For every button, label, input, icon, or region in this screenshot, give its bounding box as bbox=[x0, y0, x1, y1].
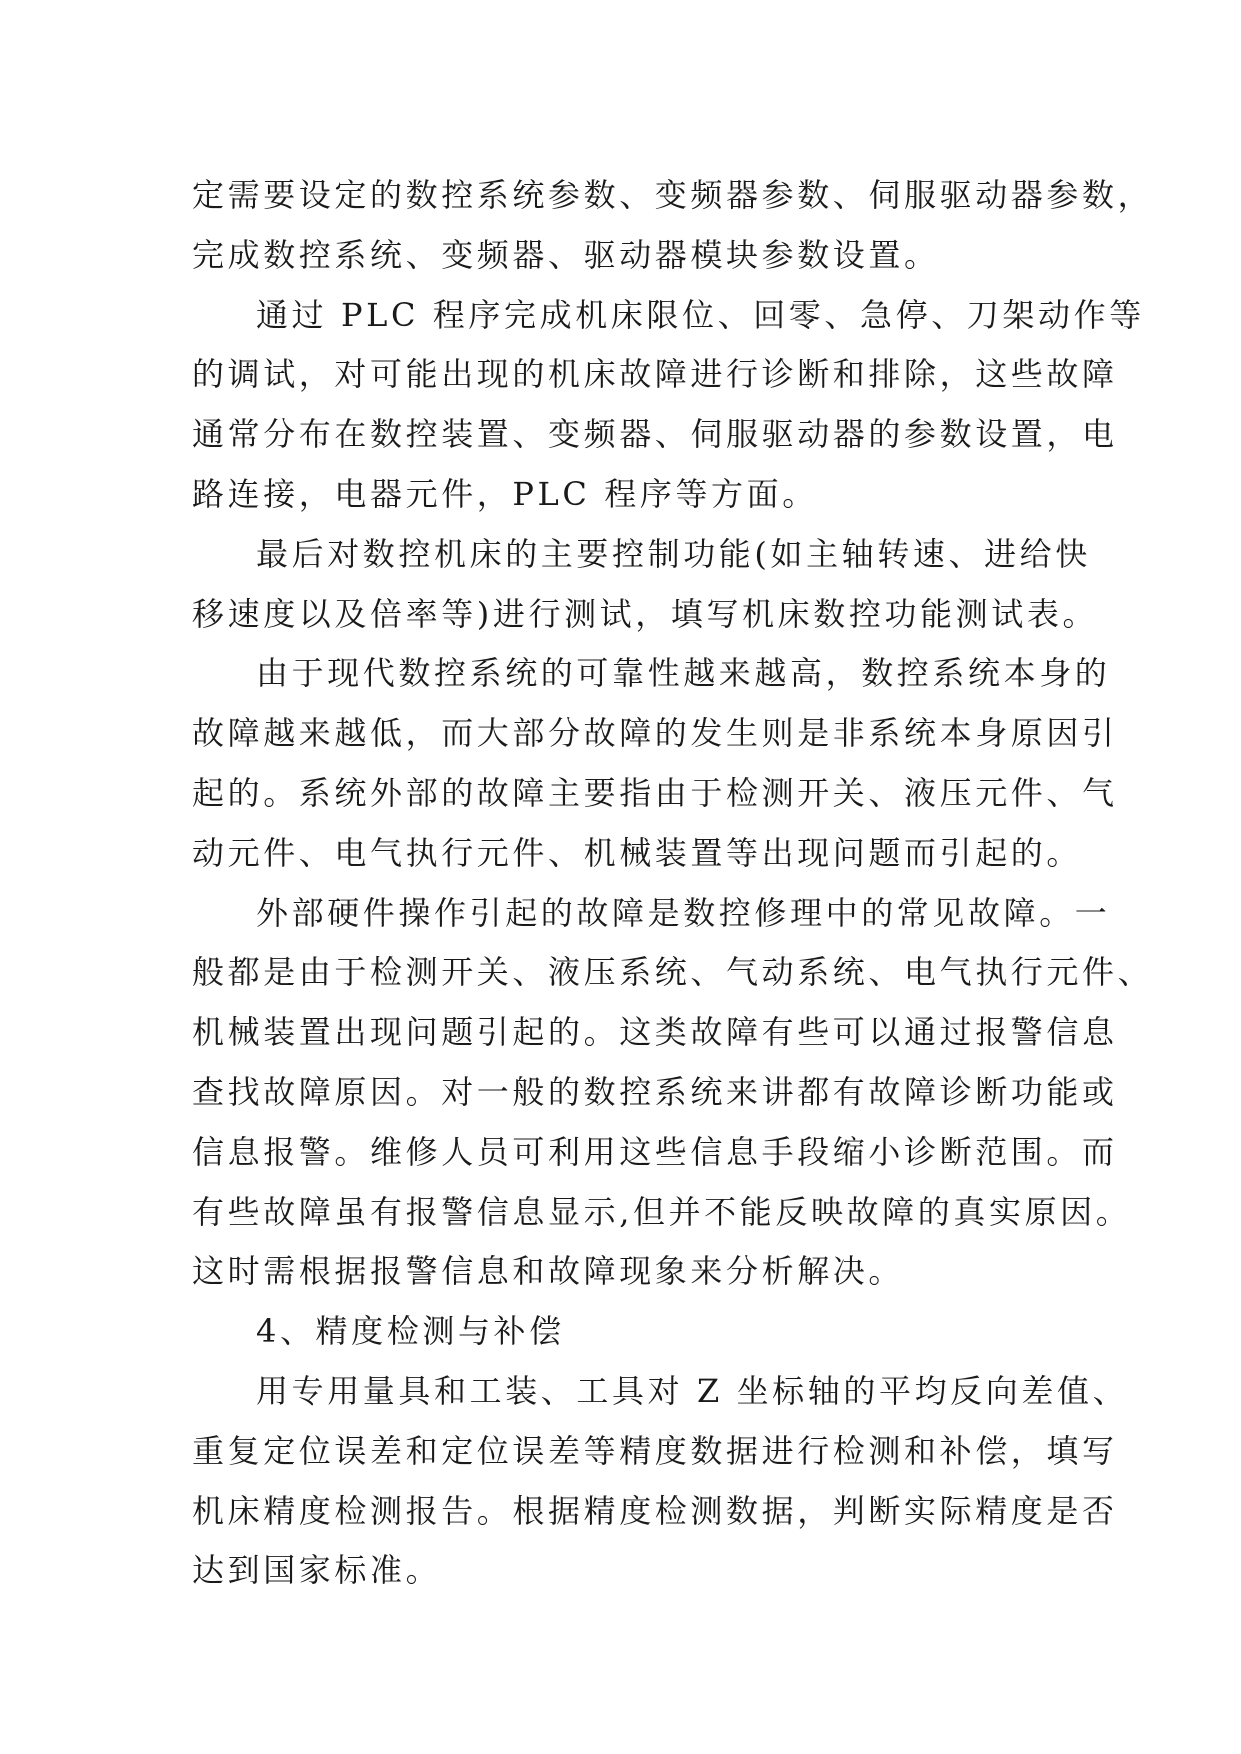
text-line: 移速度以及倍率等)进行测试，填写机床数控功能测试表。 bbox=[192, 594, 1099, 633]
section-heading: 4、精度检测与补偿 bbox=[256, 1312, 565, 1351]
text-line: 用专用量具和工装、工具对 Z 坐标轴的平均反向差值、 bbox=[256, 1371, 1129, 1410]
text-line: 最后对数控机床的主要控制功能(如主轴转速、进给快 bbox=[256, 534, 1091, 573]
text-line: 定需要设定的数控系统参数、变频器参数、伺服驱动器参数， bbox=[192, 176, 1154, 214]
text-line: 路连接，电器元件，PLC 程序等方面。 bbox=[192, 474, 818, 513]
text-line: 信息报警。维修人员可利用这些信息手段缩小诊断范围。而 bbox=[192, 1132, 1118, 1171]
text-line: 起的。系统外部的故障主要指由于检测开关、液压元件、气 bbox=[192, 773, 1118, 812]
text-line: 外部硬件操作引起的故障是数控修理中的常见故障。一 bbox=[256, 893, 1111, 932]
text-line: 查找故障原因。对一般的数控系统来讲都有故障诊断功能或 bbox=[192, 1072, 1118, 1111]
text-line: 通常分布在数控装置、变频器、伺服驱动器的参数设置，电 bbox=[192, 415, 1118, 454]
text-line: 有些故障虽有报警信息显示,但并不能反映故障的真实原因。 bbox=[192, 1192, 1132, 1231]
text-line: 达到国家标准。 bbox=[192, 1551, 442, 1590]
text-line: 这时需根据报警信息和故障现象来分析解决。 bbox=[192, 1252, 905, 1291]
text-line: 通过 PLC 程序完成机床限位、回零、急停、刀架动作等 bbox=[256, 295, 1145, 334]
text-line: 故障越来越低，而大部分故障的发生则是非系统本身原因引 bbox=[192, 714, 1118, 753]
text-line: 重复定位误差和定位误差等精度数据进行检测和补偿，填写 bbox=[192, 1431, 1118, 1470]
text-line: 完成数控系统、变频器、驱动器模块参数设置。 bbox=[192, 235, 940, 274]
text-line: 机床精度检测报告。根据精度检测数据，判断实际精度是否 bbox=[192, 1491, 1118, 1530]
document-body bbox=[192, 166, 1154, 1601]
text-line: 机械装置出现问题引起的。这类故障有些可以通过报警信息 bbox=[192, 1013, 1118, 1052]
text-line: 由于现代数控系统的可靠性越来越高，数控系统本身的 bbox=[256, 654, 1111, 693]
text-line: 动元件、电气执行元件、机械装置等出现问题而引起的。 bbox=[192, 833, 1083, 872]
text-line: 般都是由于检测开关、液压系统、气动系统、电气执行元件、 bbox=[192, 953, 1154, 992]
text-line: 的调试，对可能出现的机床故障进行诊断和排除，这些故障 bbox=[192, 355, 1118, 394]
